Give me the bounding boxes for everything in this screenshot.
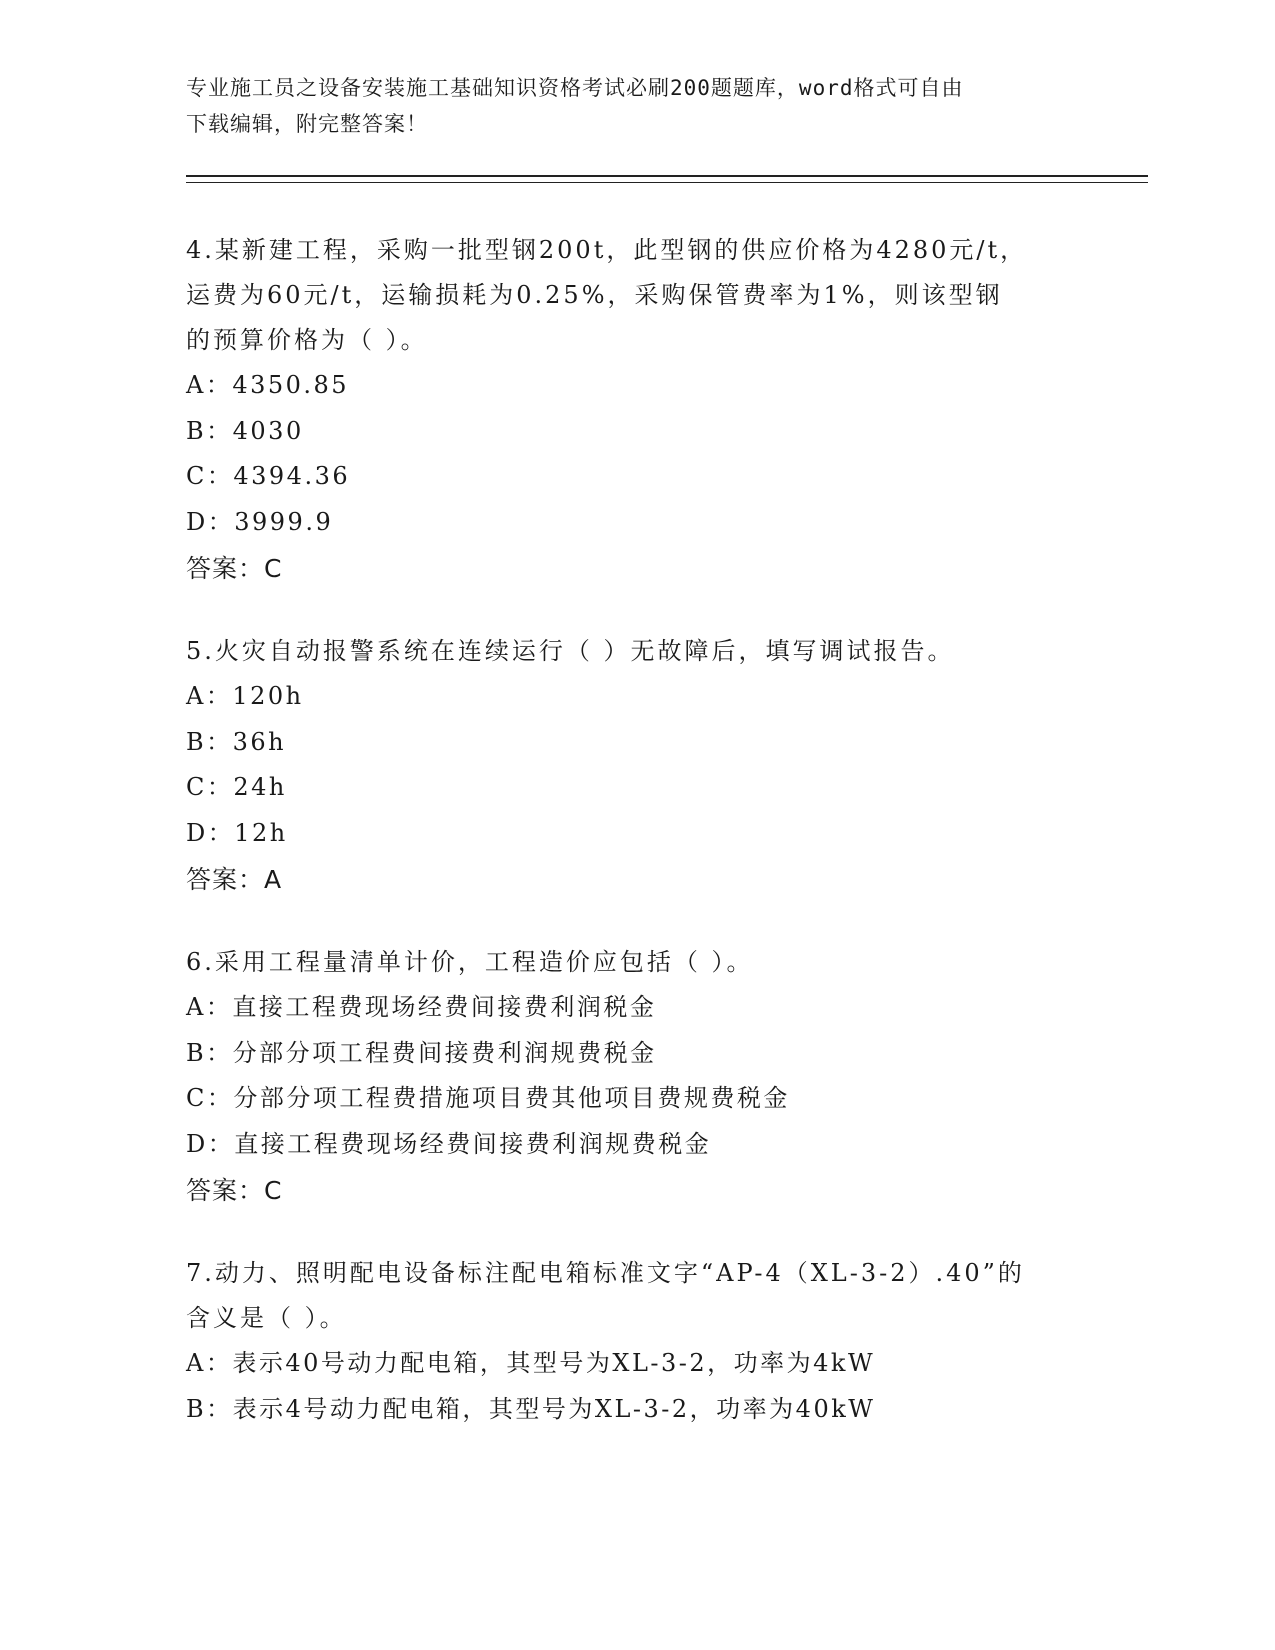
stem-line: 6.采用工程量清单计价，工程造价应包括（ ）。 [186,948,754,976]
header-divider [186,175,1148,183]
option-list [186,674,1086,856]
option-d: D：12h [186,818,288,847]
question-7 [186,1251,1086,1432]
option-a: A：直接工程费现场经费间接费利润税金 [186,993,657,1021]
option-list [186,1341,1086,1432]
stem-line: 4.某新建工程，采购一批型钢200t，此型钢的供应价格为4280元/t， [186,236,1028,264]
option-a: A：120h [186,682,304,710]
option-b: B：4030 [186,416,304,445]
stem-line: 7.动力、照明配电设备标注配电箱标准文字“AP-4（XL-3-2）.40”的 [186,1259,1025,1287]
option-c: C：分部分项工程费措施项目费其他项目费规费税金 [186,1084,790,1112]
answer-label: 答案：C [186,1176,283,1205]
option-d: D：直接工程费现场经费间接费利润规费税金 [186,1129,712,1158]
option-a: A：表示40号动力配电箱，其型号为XL-3-2，功率为4kW [186,1349,876,1377]
stem-line: 含义是（ ）。 [186,1304,347,1332]
question-4 [186,228,1086,591]
option-c: C：4394.36 [186,462,351,490]
option-c: C：24h [186,773,287,801]
option-list [186,985,1086,1167]
option-b: B：表示4号动力配电箱，其型号为XL-3-2，功率为40kW [186,1394,876,1423]
question-5 [186,629,1086,902]
document-header [186,70,1066,142]
question-6 [186,940,1086,1213]
option-a: A：4350.85 [186,371,350,399]
answer-label: 答案：A [186,865,283,894]
question-stem [186,940,1086,985]
option-list [186,363,1086,545]
header-line-1: 专业施工员之设备安装施工基础知识资格考试必刷200题题库，word格式可自由 [186,76,964,100]
answer-label: 答案：C [186,554,283,583]
option-d: D：3999.9 [186,507,334,536]
stem-line: 运费为60元/t，运输损耗为0.25%，采购保管费率为1%，则该型钢 [186,281,1003,309]
header-line-2: 下载编辑，附完整答案！ [186,112,428,136]
question-stem [186,228,1086,363]
stem-line: 5.火灾自动报警系统在连续运行（ ）无故障后，填写调试报告。 [186,637,955,665]
question-stem [186,629,1086,674]
option-b: B：分部分项工程费间接费利润规费税金 [186,1038,657,1067]
question-list [186,228,1086,1470]
question-stem [186,1251,1086,1341]
option-b: B：36h [186,727,287,756]
stem-line: 的预算价格为（ ）。 [186,326,428,354]
